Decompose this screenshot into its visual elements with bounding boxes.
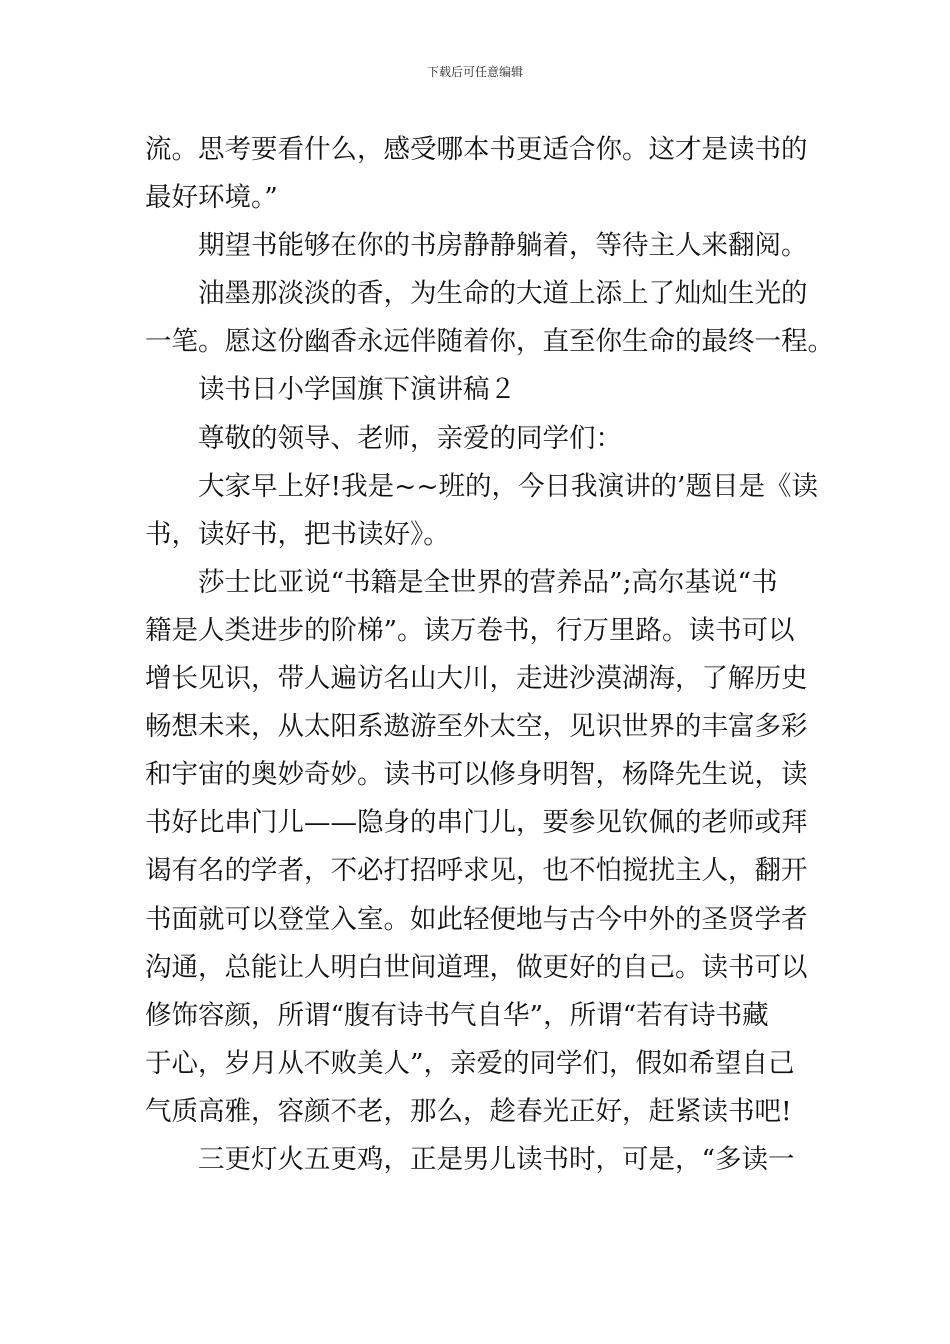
text-line: 书面就可以登堂入室。如此轻便地与古今中外的圣贤学者: [145, 903, 808, 935]
text-line: 书好比串门儿——隐身的串门儿，要参见钦佩的老师或拜: [145, 807, 808, 839]
text-line: 沟通，总能让人明白世间道理，做更好的自己。读书可以: [145, 951, 808, 983]
page-header: 下载后可任意编辑: [426, 65, 523, 79]
text-line: 增长见识，带人遍访名山大川，走进沙漠湖海，了解历史: [145, 663, 808, 695]
paragraph-start: 莎士比亚说“书籍是全世界的营养品”;高尔基说“书: [198, 566, 778, 598]
paragraph-start: 三更灯火五更鸡，正是男儿读书时，可是，“多读一: [198, 1143, 795, 1175]
paragraph-start: 期望书能够在你的书房静静躺着，等待主人来翻阅。: [198, 230, 808, 262]
text-line: 修饰容颜，所谓“腹有诗书气自华”，所谓“若有诗书藏: [145, 999, 769, 1031]
text-line: 气质高雅，容颜不老，那么，趁春光正好，赶紧读书吧!: [145, 1095, 792, 1127]
text-line: 谒有名的学者，不必打招呼求见，也不怕搅扰主人，翻开: [145, 855, 808, 887]
paragraph-start: 大家早上好!我是~~班的，今日我演讲的’题目是《读: [198, 470, 818, 502]
text-line: 畅想未来，从太阳系遨游至外太空，见识世界的丰富多彩: [145, 711, 808, 743]
text-line: 书，读好书，把书读好》。: [145, 518, 450, 550]
text-line: 于心，岁月从不败美人”，亲爱的同学们，假如希望自己: [145, 1047, 795, 1079]
text-line: 和宇宙的奥妙奇妙。读书可以修身明智，杨降先生说，读: [145, 759, 808, 791]
document-body: [145, 126, 834, 1184]
text-line: 最好环境。”: [145, 182, 278, 214]
paragraph-start: 油墨那淡淡的香，为生命的大道上添上了灿灿生光的: [198, 278, 808, 310]
text-line: 流。思考要看什么，感受哪本书更适合你。这才是读书的: [145, 134, 808, 165]
salutation: 尊敬的领导、老师，亲爱的同学们：: [198, 422, 622, 454]
section-title: 读书日小学国旗下演讲稿２: [198, 374, 516, 406]
text-line: 籍是人类进步的阶梯”。读万卷书，行万里路。读书可以: [145, 614, 795, 646]
text-line: 一笔。愿这份幽香永远伴随着你，直至你生命的最终一程。: [145, 326, 834, 358]
